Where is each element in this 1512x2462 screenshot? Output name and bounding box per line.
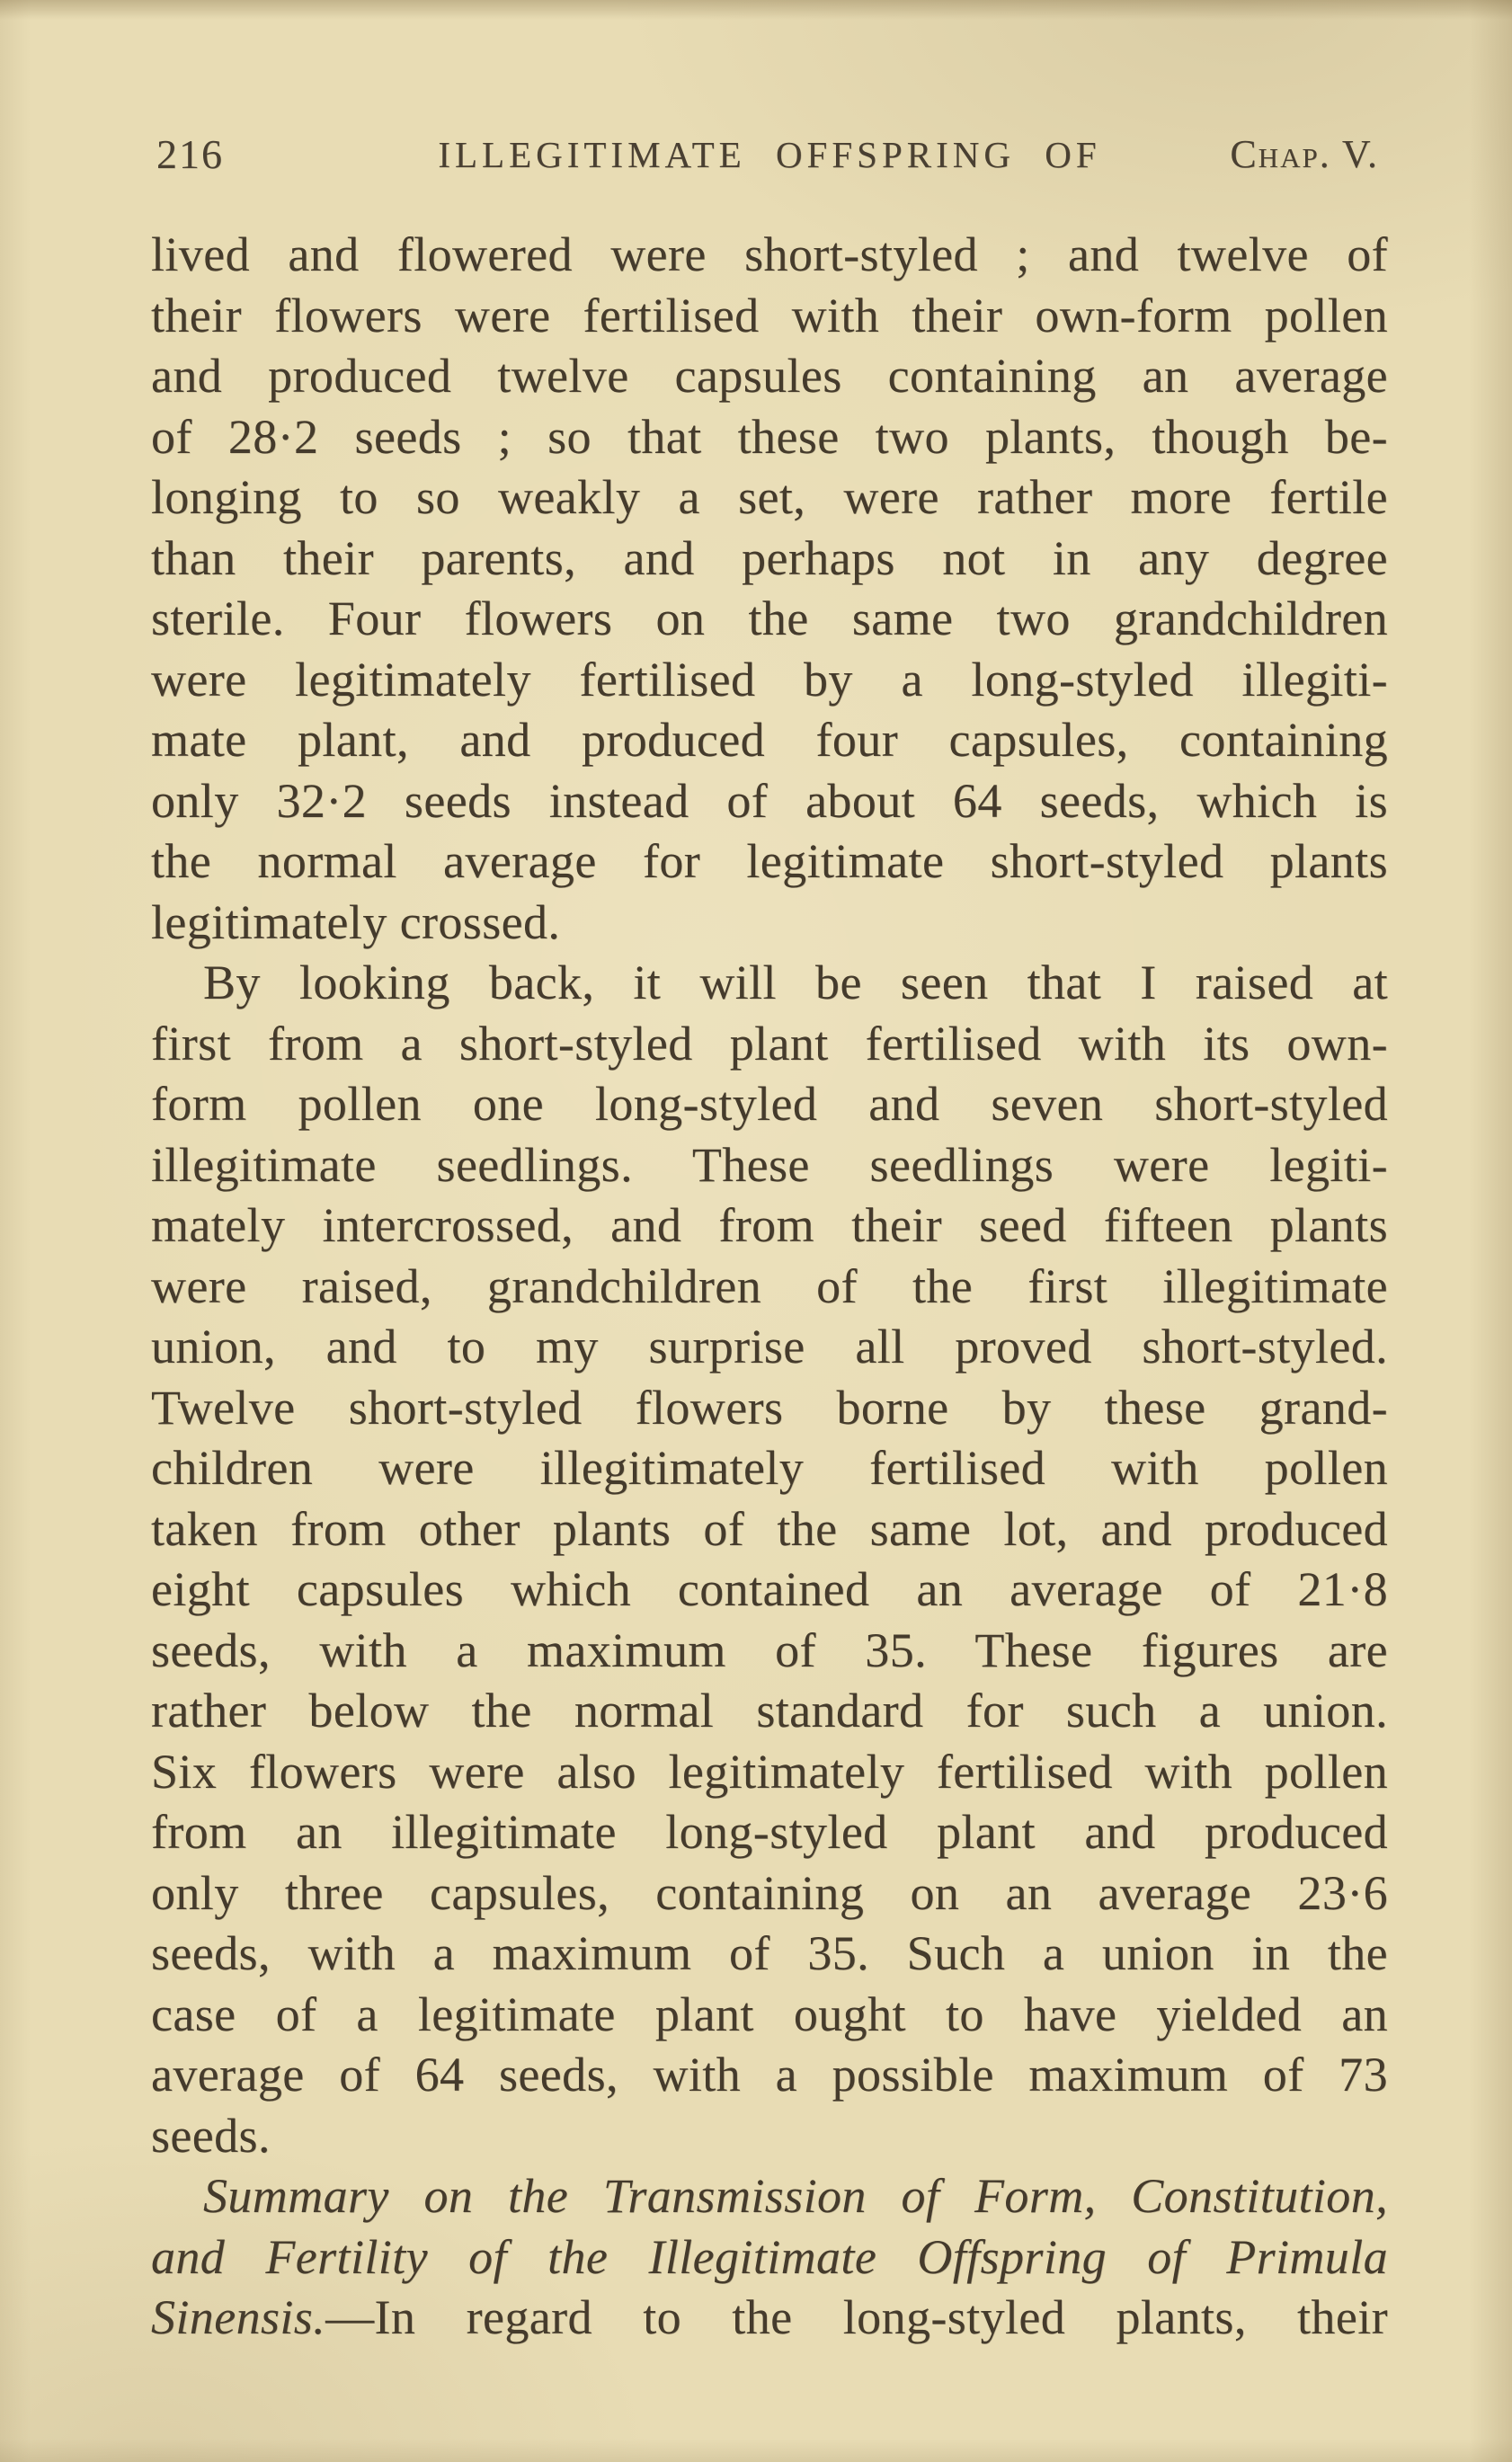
text-line [151, 286, 1388, 347]
text-line [151, 771, 1388, 832]
text-line [151, 2227, 1388, 2289]
chapter-label: Chap. V. [1230, 132, 1379, 176]
text-line [151, 467, 1388, 529]
text-line [151, 1621, 1388, 1682]
text-segment: illegitimate seedlings. These seedlings were legiti- [151, 1137, 1388, 1192]
text-segment: By looking back, it will be seen that I raised at [203, 955, 1388, 1009]
text-line [151, 529, 1388, 590]
text-line [151, 1681, 1388, 1742]
text-line [151, 1560, 1388, 1621]
text-segment: of 28·2 seeds ; so that these two plants, though be- [151, 409, 1388, 464]
text-segment: only 32·2 seeds instead of about 64 seeds, which is [151, 773, 1388, 828]
text-line [151, 650, 1388, 711]
text-segment: and produced twelve capsules containing an average [151, 349, 1388, 403]
text-segment: form pollen one long-styled and seven short-styled [151, 1077, 1388, 1131]
text-segment: —In regard to the long-styled plants, their [325, 2290, 1388, 2344]
text-segment: average of 64 seeds, with a possible maximum of 73 [151, 2048, 1388, 2102]
text-segment: seeds, with a maximum of 35. Such a union in the [151, 1926, 1388, 1980]
text-segment: mately intercrossed, and from their seed fifteen plants [151, 1198, 1388, 1252]
italic-text-segment: Sinensis. [151, 2290, 326, 2344]
text-segment: legitimately crossed. [151, 894, 561, 949]
text-segment: Six flowers were also legitimately fertilised with pollen [151, 1744, 1388, 1799]
text-line [151, 1195, 1388, 1257]
text-segment: their flowers were fertilised with their own-form pollen [151, 288, 1388, 342]
text-line [151, 589, 1388, 650]
text-line [151, 1378, 1388, 1439]
text-line [151, 225, 1388, 286]
page-number: 216 [156, 131, 224, 177]
text-line [151, 346, 1388, 407]
text-segment: the normal average for legitimate short-styled plants [151, 834, 1388, 888]
text-line [151, 1135, 1388, 1196]
italic-text-segment: and Fertility of the Illegitimate Offspring of Primula [151, 2229, 1388, 2284]
text-segment: mate plant, and produced four capsules, containing [151, 713, 1388, 767]
text-segment: first from a short-styled plant fertilised with its own- [151, 1016, 1388, 1071]
text-segment: union, and to my surprise all proved short-styled. [151, 1320, 1388, 1373]
text-line [151, 407, 1388, 468]
text-line [151, 2045, 1388, 2106]
text-segment: only three capsules, containing on an average 23·6 [151, 1865, 1388, 1920]
text-segment: longing to so weakly a set, were rather more fertile [151, 470, 1388, 524]
text-segment: were raised, grandchildren of the first illegitimate [151, 1258, 1388, 1313]
text-line [151, 1014, 1388, 1075]
text-line [151, 1438, 1388, 1499]
text-line [151, 710, 1388, 771]
text-line [151, 1985, 1388, 2046]
text-line [151, 831, 1388, 893]
text-line [151, 1499, 1388, 1560]
text-segment: children were illegitimately fertilised with pollen [151, 1441, 1388, 1495]
text-line [151, 1802, 1388, 1863]
text-line [151, 2106, 1388, 2167]
text-line [151, 2166, 1388, 2227]
text-segment: sterile. Four flowers on the same two grandchildren [151, 591, 1388, 645]
text-segment: rather below the normal standard for such a union. [151, 1684, 1388, 1738]
text-segment: than their parents, and perhaps not in any degree [151, 530, 1388, 585]
text-segment: Twelve short-styled flowers borne by these grand- [151, 1380, 1388, 1435]
text-line [151, 953, 1388, 1014]
text-line [151, 1074, 1388, 1135]
text-segment: case of a legitimate plant ought to have yielded an [151, 1986, 1388, 2041]
text-segment: were legitimately fertilised by a long-styled illegiti- [151, 652, 1388, 707]
text-line [151, 1863, 1388, 1924]
text-segment: seeds, with a maximum of 35. These figures are [151, 1622, 1388, 1677]
text-segment: seeds. [151, 2108, 271, 2163]
italic-text-segment: Summary on the Transmission of Form, Constitution, [203, 2169, 1388, 2223]
page-body [151, 225, 1388, 2349]
text-line [151, 1924, 1388, 1985]
text-line [151, 2288, 1388, 2349]
text-line [151, 893, 1388, 954]
text-line [151, 1742, 1388, 1803]
text-segment: from an illegitimate long-styled plant and produced [151, 1805, 1388, 1859]
text-segment: taken from other plants of the same lot, and produced [151, 1501, 1388, 1556]
running-head-title: ILLEGITIMATE OFFSPRING OF [438, 134, 1101, 175]
text-line [151, 1317, 1388, 1378]
running-head [151, 128, 1388, 182]
text-line [151, 1257, 1388, 1318]
text-segment: eight capsules which contained an average of 21·8 [151, 1562, 1388, 1616]
text-segment: lived and flowered were short-styled ; and twelve of [151, 227, 1388, 281]
